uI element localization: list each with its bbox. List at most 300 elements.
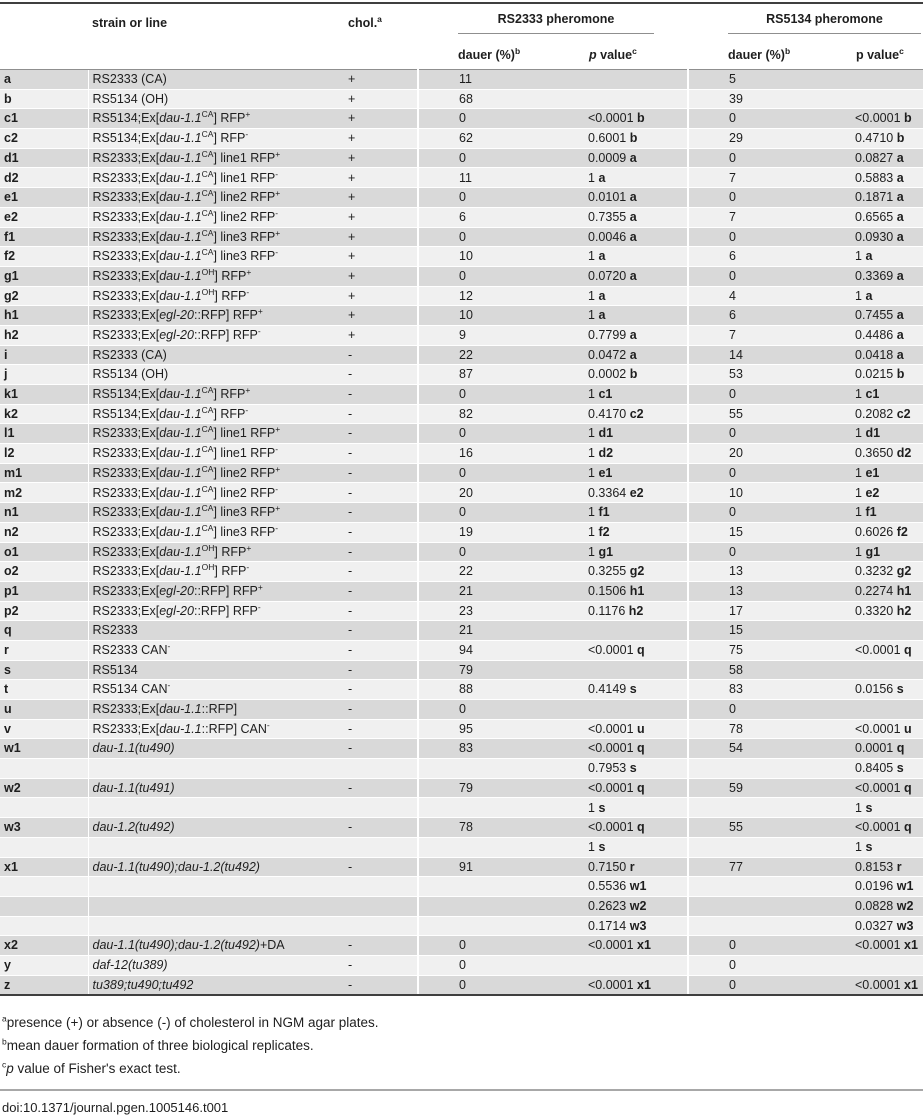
dauer-rs2333-cell: 0	[418, 700, 568, 720]
table-row	[0, 109, 923, 129]
chol-cell: -	[340, 739, 418, 759]
pvalue-rs2333-cell: 1 f2	[568, 522, 688, 542]
chol-cell: -	[340, 444, 418, 464]
chol-cell: -	[340, 955, 418, 975]
row-label-cell: p2	[0, 601, 88, 621]
dauer-rs5134-cell: 0	[688, 936, 835, 956]
chol-cell	[340, 759, 418, 779]
dauer-rs5134-cell: 7	[688, 207, 835, 227]
dauer-rs2333-cell: 0	[418, 542, 568, 562]
row-label-cell	[0, 837, 88, 857]
row-label-cell: e2	[0, 207, 88, 227]
table-row	[0, 700, 923, 720]
pvalue-rs5134-cell: 0.3650 d2	[835, 444, 923, 464]
dauer-rs2333-cell: 11	[418, 168, 568, 188]
dauer-rs5134-cell: 14	[688, 345, 835, 365]
dauer-rs2333-cell: 20	[418, 483, 568, 503]
chol-cell: -	[340, 640, 418, 660]
pvalue-rs5134-cell: 0.0215 b	[835, 365, 923, 385]
dauer-rs2333-cell: 82	[418, 404, 568, 424]
strain-cell: $RS5134;Ex[dau-1.1^{CA}]$ RFP+	[88, 109, 340, 129]
dauer-rs5134-cell: 15	[688, 621, 835, 641]
row-label-cell	[0, 798, 88, 818]
dauer-rs2333-cell: 0	[418, 975, 568, 995]
dauer-rs2333-cell: 0	[418, 936, 568, 956]
chol-cell: -	[340, 975, 418, 995]
pvalue-rs2333-cell: <0.0001 q	[568, 739, 688, 759]
table-row	[0, 562, 923, 582]
table-row	[0, 286, 923, 306]
strain-cell	[88, 798, 340, 818]
strain-cell	[88, 877, 340, 897]
dauer-rs2333-cell: 79	[418, 660, 568, 680]
dauer-rs5134-cell: 13	[688, 581, 835, 601]
dauer-rs5134-cell: 20	[688, 444, 835, 464]
table-row	[0, 621, 923, 641]
pvalue-rs2333-cell: <0.0001 u	[568, 719, 688, 739]
strain-cell: $RS2333;Ex[dau-1.1^{CA}]$ line2 RFP+	[88, 463, 340, 483]
pvalue-rs2333-cell: 1 s	[568, 837, 688, 857]
chol-cell: -	[340, 857, 418, 877]
strain-cell: RS2333;Ex[egl-20::RFP] RFP+	[88, 581, 340, 601]
pvalue-rs5134-cell: 0.2082 c2	[835, 404, 923, 424]
pvalue-rs2333-cell: 0.6001 b	[568, 129, 688, 149]
dauer-rs2333-header: dauer (%)$^b$	[418, 38, 568, 70]
chol-cell: -	[340, 424, 418, 444]
dauer-formation-table	[0, 2, 923, 996]
chol-cell: +	[340, 286, 418, 306]
dauer-rs5134-cell: 6	[688, 247, 835, 267]
dauer-rs2333-cell: 9	[418, 325, 568, 345]
strain-cell: dau-1.1(tu490);dau-1.2(tu492)	[88, 857, 340, 877]
row-label-cell: l2	[0, 444, 88, 464]
strain-cell: RS2333;Ex[dau-1.1::RFP]	[88, 700, 340, 720]
pvalue-rs5134-cell: 1 s	[835, 798, 923, 818]
pvalue-rs2333-cell: <0.0001 b	[568, 109, 688, 129]
strain-cell: $RS2333;Ex[dau-1.1^{CA}]$ line3 RFP+	[88, 227, 340, 247]
strain-cell: RS5134 (OH)	[88, 365, 340, 385]
table-row	[0, 266, 923, 286]
table-row	[0, 148, 923, 168]
table-row	[0, 424, 923, 444]
chol-cell: -	[340, 345, 418, 365]
table-row	[0, 168, 923, 188]
row-label-cell	[0, 916, 88, 936]
pvalue-rs5134-cell: 1 s	[835, 837, 923, 857]
strain-cell: $RS2333;Ex[dau-1.1^{CA}]$ line1 RFP+	[88, 424, 340, 444]
pvalue-rs5134-cell	[835, 955, 923, 975]
dauer-rs5134-cell: 39	[688, 89, 835, 109]
table-row	[0, 227, 923, 247]
pvalue-rs5134-cell: <0.0001 q	[835, 818, 923, 838]
table-body	[0, 70, 923, 996]
chol-cell: -	[340, 700, 418, 720]
chol-cell: +	[340, 109, 418, 129]
dauer-rs5134-header: dauer (%)$^b$	[688, 38, 835, 70]
table-row	[0, 719, 923, 739]
rs5134-pheromone-label: RS5134 pheromone	[728, 12, 921, 34]
strain-cell: RS5134	[88, 660, 340, 680]
chol-cell: +	[340, 89, 418, 109]
strain-cell: RS2333;Ex[egl-20::RFP] RFP-	[88, 325, 340, 345]
dauer-rs2333-cell: 0	[418, 503, 568, 523]
dauer-rs5134-cell: 5	[688, 70, 835, 90]
pvalue-rs2333-cell: 0.5536 w1	[568, 877, 688, 897]
strain-cell	[88, 759, 340, 779]
dauer-rs5134-cell: 0	[688, 385, 835, 405]
pvalue-rs5134-cell: 0.4710 b	[835, 129, 923, 149]
pvalue-rs5134-cell: 0.0196 w1	[835, 877, 923, 897]
pvalue-rs5134-cell: 0.0001 q	[835, 739, 923, 759]
table-row	[0, 778, 923, 798]
row-label-cell: y	[0, 955, 88, 975]
dauer-rs5134-cell: 0	[688, 188, 835, 208]
dauer-rs5134-cell: 7	[688, 325, 835, 345]
dauer-rs2333-cell	[418, 896, 568, 916]
pvalue-rs5134-cell: 0.3320 h2	[835, 601, 923, 621]
pvalue-rs2333-cell: <0.0001 x1	[568, 975, 688, 995]
pvalue-rs2333-cell: 0.3364 e2	[568, 483, 688, 503]
pvalue-rs5134-cell: 1 a	[835, 286, 923, 306]
pvalue-rs5134-cell: 1 a	[835, 247, 923, 267]
dauer-rs2333-cell: 21	[418, 581, 568, 601]
dauer-rs5134-cell: 0	[688, 542, 835, 562]
dauer-rs5134-cell: 29	[688, 129, 835, 149]
row-label-cell	[0, 759, 88, 779]
dauer-rs2333-cell: 21	[418, 621, 568, 641]
dauer-rs2333-cell: 0	[418, 227, 568, 247]
row-label-cell: n1	[0, 503, 88, 523]
strain-cell: RS5134 CAN-	[88, 680, 340, 700]
pvalue-rs5134-cell: 0.5883 a	[835, 168, 923, 188]
dauer-rs5134-cell: 7	[688, 168, 835, 188]
footnote-a: $^a$presence (+) or absence (-) of cholesterol in NGM agar plates.	[2, 1013, 379, 1031]
rs5134-pheromone-group-header	[688, 3, 923, 38]
pvalue-rs2333-cell	[568, 955, 688, 975]
strain-cell: dau-1.1(tu490);dau-1.2(tu492)+DA	[88, 936, 340, 956]
pvalue-rs2333-cell: 0.4170 c2	[568, 404, 688, 424]
pvalue-rs2333-cell: <0.0001 x1	[568, 936, 688, 956]
strain-cell: RS2333 (CA)	[88, 345, 340, 365]
row-label-cell: h1	[0, 306, 88, 326]
pvalue-rs2333-cell	[568, 70, 688, 90]
dauer-rs2333-cell: 0	[418, 424, 568, 444]
strain-cell: $RS5134;Ex[dau-1.1^{CA}]$ RFP-	[88, 129, 340, 149]
dauer-rs5134-cell: 55	[688, 818, 835, 838]
dauer-rs2333-cell: 0	[418, 148, 568, 168]
pvalue-rs2333-cell: 1 c1	[568, 385, 688, 405]
dauer-rs5134-cell	[688, 798, 835, 818]
pvalue-rs5134-cell: 0.0828 w2	[835, 896, 923, 916]
dauer-rs5134-cell: 0	[688, 975, 835, 995]
chol-cell	[340, 916, 418, 936]
table-row	[0, 522, 923, 542]
table-row	[0, 857, 923, 877]
dauer-rs2333-cell: 10	[418, 247, 568, 267]
dauer-rs5134-cell: 78	[688, 719, 835, 739]
chol-cell: -	[340, 385, 418, 405]
pvalue-rs2333-cell: 0.0720 a	[568, 266, 688, 286]
pvalue-rs2333-cell: <0.0001 q	[568, 818, 688, 838]
empty-header-cell	[0, 3, 88, 38]
chol-column-header: chol.$^a$	[340, 3, 418, 38]
dauer-rs5134-cell: 6	[688, 306, 835, 326]
chol-cell: -	[340, 404, 418, 424]
dauer-rs2333-cell: 79	[418, 778, 568, 798]
dauer-rs2333-cell: 83	[418, 739, 568, 759]
chol-cell: -	[340, 601, 418, 621]
chol-cell: +	[340, 306, 418, 326]
chol-cell: -	[340, 936, 418, 956]
row-label-cell: q	[0, 621, 88, 641]
dauer-rs5134-cell: 83	[688, 680, 835, 700]
row-label-cell: k2	[0, 404, 88, 424]
pvalue-rs2333-cell: 1 f1	[568, 503, 688, 523]
pvalue-rs5134-cell: 0.3369 a	[835, 266, 923, 286]
pvalue-rs5134-cell: 0.0156 s	[835, 680, 923, 700]
pvalue-rs5134-cell: 0.4486 a	[835, 325, 923, 345]
row-label-cell	[0, 896, 88, 916]
table-row	[0, 404, 923, 424]
row-label-cell: o1	[0, 542, 88, 562]
strain-cell: tu389;tu490;tu492	[88, 975, 340, 995]
table-row	[0, 877, 923, 897]
row-label-cell: m2	[0, 483, 88, 503]
chol-cell: -	[340, 680, 418, 700]
strain-cell: RS5134 (OH)	[88, 89, 340, 109]
rs2333-pheromone-group-header	[418, 3, 688, 38]
pvalue-rs5134-cell: 1 g1	[835, 542, 923, 562]
strain-cell: $RS2333;Ex[dau-1.1^{OH}]$ RFP+	[88, 542, 340, 562]
pvalue-rs5134-cell: 0.0930 a	[835, 227, 923, 247]
dauer-rs2333-cell: 23	[418, 601, 568, 621]
pvalue-rs2333-cell: 0.1176 h2	[568, 601, 688, 621]
chol-cell: +	[340, 168, 418, 188]
dauer-rs2333-cell: 6	[418, 207, 568, 227]
table-row	[0, 680, 923, 700]
row-label-cell: c2	[0, 129, 88, 149]
dauer-rs2333-cell: 94	[418, 640, 568, 660]
pvalue-rs2333-cell: 1 d1	[568, 424, 688, 444]
row-label-cell	[0, 877, 88, 897]
table-row	[0, 207, 923, 227]
dauer-rs5134-cell: 17	[688, 601, 835, 621]
table-row	[0, 759, 923, 779]
dauer-rs5134-cell: 0	[688, 955, 835, 975]
pvalue-rs2333-cell: 0.0046 a	[568, 227, 688, 247]
pvalue-rs5134-cell: <0.0001 q	[835, 640, 923, 660]
row-label-cell: x1	[0, 857, 88, 877]
pvalue-rs2333-cell: 1 a	[568, 247, 688, 267]
chol-cell	[340, 837, 418, 857]
row-label-cell: g1	[0, 266, 88, 286]
dauer-rs5134-cell: 0	[688, 463, 835, 483]
pvalue-rs5134-cell: <0.0001 b	[835, 109, 923, 129]
chol-cell: +	[340, 247, 418, 267]
row-label-cell: k1	[0, 385, 88, 405]
table-row	[0, 739, 923, 759]
row-label-cell: w2	[0, 778, 88, 798]
pvalue-rs5134-cell: 0.2274 h1	[835, 581, 923, 601]
table-row	[0, 247, 923, 267]
strain-cell: $RS2333;Ex[dau-1.1^{CA}]$ line3 RFP+	[88, 503, 340, 523]
dauer-rs5134-cell: 15	[688, 522, 835, 542]
dauer-rs2333-cell: 0	[418, 109, 568, 129]
dauer-rs5134-cell: 0	[688, 503, 835, 523]
chol-cell: +	[340, 266, 418, 286]
pvalue-rs2333-cell	[568, 660, 688, 680]
pvalue-rs2333-cell: 0.7150 r	[568, 857, 688, 877]
pvalue-rs2333-header: p value$^c$	[568, 38, 688, 70]
chol-cell	[340, 798, 418, 818]
pvalue-rs2333-cell	[568, 621, 688, 641]
row-label-cell: f1	[0, 227, 88, 247]
table-row	[0, 306, 923, 326]
chol-cell	[340, 896, 418, 916]
dauer-rs2333-cell	[418, 837, 568, 857]
pvalue-rs5134-cell: 1 e1	[835, 463, 923, 483]
pvalue-rs5134-cell: 0.7455 a	[835, 306, 923, 326]
table-row	[0, 542, 923, 562]
table-row	[0, 916, 923, 936]
table-row	[0, 444, 923, 464]
footnote-b: $^b$mean dauer formation of three biological replicates.	[2, 1036, 314, 1054]
pvalue-rs5134-cell: 0.3232 g2	[835, 562, 923, 582]
pvalue-rs5134-cell: 0.8153 r	[835, 857, 923, 877]
pvalue-rs2333-cell: 1 a	[568, 286, 688, 306]
pvalue-rs5134-cell: 0.0827 a	[835, 148, 923, 168]
dauer-rs5134-cell: 0	[688, 109, 835, 129]
empty-header-cell	[340, 38, 418, 70]
strain-cell: $RS2333;Ex[dau-1.1^{OH}]$ RFP+	[88, 266, 340, 286]
dauer-rs2333-cell: 22	[418, 562, 568, 582]
dauer-rs2333-cell	[418, 759, 568, 779]
row-label-cell: u	[0, 700, 88, 720]
pvalue-rs2333-cell: 0.3255 g2	[568, 562, 688, 582]
strain-cell	[88, 837, 340, 857]
chol-cell: +	[340, 129, 418, 149]
strain-cell: $RS2333;Ex[dau-1.1^{CA}]$ line2 RFP-	[88, 207, 340, 227]
pvalue-rs5134-cell	[835, 621, 923, 641]
dauer-rs5134-cell: 53	[688, 365, 835, 385]
table-row	[0, 601, 923, 621]
dauer-rs2333-cell: 95	[418, 719, 568, 739]
dauer-rs5134-cell: 77	[688, 857, 835, 877]
pvalue-rs5134-cell: 1 f1	[835, 503, 923, 523]
dauer-rs5134-cell: 0	[688, 424, 835, 444]
dauer-rs2333-cell: 68	[418, 89, 568, 109]
table-row	[0, 660, 923, 680]
pvalue-rs2333-cell: 0.0009 a	[568, 148, 688, 168]
chol-cell: -	[340, 562, 418, 582]
pvalue-rs5134-cell: 0.1871 a	[835, 188, 923, 208]
empty-header-cell	[0, 38, 88, 70]
empty-header-cell	[88, 38, 340, 70]
footnote-c: $^c$p value of Fisher's exact test.	[2, 1059, 181, 1077]
table-figure	[0, 2, 923, 1115]
row-label-cell: v	[0, 719, 88, 739]
strain-cell: $RS2333;Ex[dau-1.1^{CA}]$ line2 RFP-	[88, 483, 340, 503]
dauer-rs5134-cell: 0	[688, 227, 835, 247]
pvalue-rs5134-cell: <0.0001 q	[835, 778, 923, 798]
doi-line: doi:10.1371/journal.pgen.1005146.t001	[2, 1100, 229, 1115]
dauer-rs2333-cell: 0	[418, 266, 568, 286]
row-label-cell: c1	[0, 109, 88, 129]
dauer-rs5134-cell: 55	[688, 404, 835, 424]
chol-cell: +	[340, 227, 418, 247]
dauer-rs2333-cell: 62	[418, 129, 568, 149]
table-row	[0, 188, 923, 208]
table-row	[0, 70, 923, 90]
table-row	[0, 345, 923, 365]
table-row	[0, 955, 923, 975]
strain-cell: dau-1.1(tu491)	[88, 778, 340, 798]
row-label-cell: w1	[0, 739, 88, 759]
strain-cell	[88, 916, 340, 936]
pvalue-rs2333-cell: <0.0001 q	[568, 640, 688, 660]
row-label-cell: s	[0, 660, 88, 680]
dauer-rs2333-cell: 0	[418, 463, 568, 483]
pvalue-rs2333-cell: 1 d2	[568, 444, 688, 464]
dauer-rs2333-cell	[418, 877, 568, 897]
chol-cell: -	[340, 522, 418, 542]
row-label-cell: b	[0, 89, 88, 109]
strain-cell: $RS2333;Ex[dau-1.1^{OH}]$ RFP-	[88, 562, 340, 582]
pvalue-rs5134-cell: <0.0001 x1	[835, 975, 923, 995]
chol-cell: -	[340, 621, 418, 641]
chol-cell: -	[340, 365, 418, 385]
dauer-rs2333-cell	[418, 916, 568, 936]
strain-cell: $RS2333;Ex[dau-1.1^{CA}]$ line1 RFP-	[88, 168, 340, 188]
dauer-rs5134-cell	[688, 837, 835, 857]
row-label-cell: d1	[0, 148, 88, 168]
row-label-cell: j	[0, 365, 88, 385]
pvalue-rs5134-header: p value$^c$	[835, 38, 923, 70]
dauer-rs5134-cell: 4	[688, 286, 835, 306]
dauer-rs5134-cell: 59	[688, 778, 835, 798]
pvalue-rs5134-cell	[835, 89, 923, 109]
pvalue-rs5134-cell: 0.0418 a	[835, 345, 923, 365]
chol-cell: -	[340, 778, 418, 798]
pvalue-rs5134-cell: 1 c1	[835, 385, 923, 405]
pvalue-rs2333-cell: 1 e1	[568, 463, 688, 483]
pvalue-rs2333-cell: 0.7953 s	[568, 759, 688, 779]
row-label-cell: w3	[0, 818, 88, 838]
dauer-rs5134-cell: 58	[688, 660, 835, 680]
row-label-cell: e1	[0, 188, 88, 208]
chol-cell: +	[340, 148, 418, 168]
dauer-rs2333-cell: 0	[418, 385, 568, 405]
chol-cell: -	[340, 660, 418, 680]
pvalue-rs2333-cell	[568, 700, 688, 720]
dauer-rs2333-cell: 11	[418, 70, 568, 90]
dauer-rs2333-cell: 87	[418, 365, 568, 385]
group-header-row	[0, 3, 923, 38]
pvalue-rs2333-cell	[568, 89, 688, 109]
table-row	[0, 129, 923, 149]
row-label-cell: g2	[0, 286, 88, 306]
pvalue-rs5134-cell	[835, 700, 923, 720]
pvalue-rs5134-cell: 1 d1	[835, 424, 923, 444]
strain-cell: $RS2333;Ex[dau-1.1^{CA}]$ line3 RFP-	[88, 247, 340, 267]
strain-cell: RS2333 (CA)	[88, 70, 340, 90]
dauer-rs5134-cell	[688, 896, 835, 916]
strain-cell: RS2333	[88, 621, 340, 641]
strain-cell: RS2333;Ex[egl-20::RFP] RFP+	[88, 306, 340, 326]
table-row	[0, 936, 923, 956]
dauer-rs5134-cell: 0	[688, 266, 835, 286]
chol-cell: -	[340, 818, 418, 838]
